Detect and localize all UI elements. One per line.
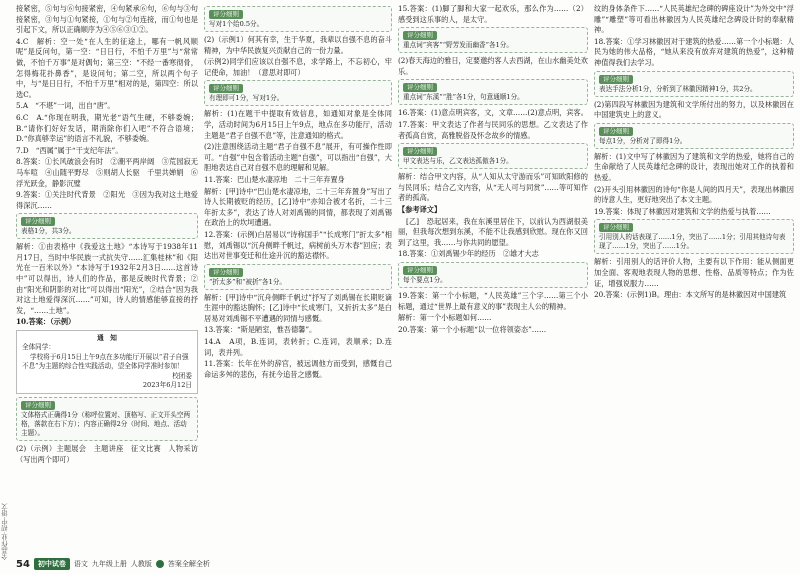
paragraph: 解析：(1)文中写了林徽因为了建筑和文学的热爱，她将自己的生命献给了人民英雄纪念碑的设计，表现出她对工作的执着和热爱。 (594, 151, 794, 182)
paragraph: (2)春天海边的雅日，定要邀约客人去西湖，在山水幽美处欢乐。 (398, 56, 588, 76)
paragraph: 接紧密，⑤句与⑥句接紧密，④句紧承⑥句，⑥句与③句接紧密，③句与①句紧接，①句与②句连接，而①句也是引起下文，所以正确顺序为④⑤⑥③①②。 (16, 4, 198, 35)
paragraph: 8.答案：①长风破浪会有时 ②潮平两岸阔 ③荒园寂无马车喧 ④山随平野尽 ⑤则胡人长驱 千里共婵娟 ⑥浮光跃金，静影沉璧 (16, 157, 198, 188)
notice-greeting: 全体同学： (22, 343, 55, 352)
scoring-box (398, 143, 588, 169)
paragraph: (2)开头引用林徽因的诗句“你是人间的四月天”，表现出林徽因的诗意人生，更好地突出了本文主题。 (594, 184, 794, 205)
scoring-box (398, 27, 588, 53)
paragraph: 20.答案：(示例1)B。理由：本文所写的是林徽因对中国建筑 (594, 290, 787, 300)
paragraph: (2)（示例1）何其有幸，生于华夏，我辈以自强不息的奋斗精神，为中华民族复兴贡献自己的一份力量。 (204, 35, 392, 55)
footer-grade: 九年级上册 (91, 560, 127, 568)
paragraph: 11.答案：长年在外的辞官，被远调他方而受到，感慨自己命运多舛的悲伤，有抚今追昔之感慨。 (204, 359, 392, 379)
paragraph: 解析：(1)在题干中提取有效信息，如通知对象是全体同学，活动时间为6月15日上午9点，地点在多功能厅，活动主题是“君子自强不息”等，注意通知的格式。 (204, 109, 392, 140)
column-2 (204, 4, 392, 560)
brand-logo: 初中试卷 (34, 558, 70, 570)
scoring-box (594, 71, 794, 97)
paragraph: (示例2)同学们应该以自强不息，求学路上，不忘初心，牢记使命，加油！（意思对即可） (204, 57, 392, 77)
scoring-box (594, 219, 794, 254)
paragraph: 7.D “西属”属于“干支纪年法”。 (16, 145, 123, 155)
scoring-box (594, 123, 794, 149)
scoring-box (398, 79, 588, 105)
paragraph: 15.答案：(1)脚了脚和大家一起欢乐，那么作为……（2）感受到这乐事的人，是太守。 (398, 4, 588, 24)
paragraph: 19.答案：体现了林徽因对建筑和文学的热爱与执着…… (594, 206, 771, 216)
page-footer (16, 556, 316, 572)
footer-edition: 人教版 (130, 560, 152, 568)
paragraph: 12.答案：(示例)白居易以“诗称国手”“长成寒门”折太多”相慰，刘禹锡以“沉舟侧畔千帆过，病树前头万木春”回应；表达出对世事变迁和仕途升沉的豁达襟怀。 (204, 229, 392, 261)
paragraph: 解析：[甲]诗中“巴山楚水凄凉地，二十三年弃置身”写出了诗人长期被贬的经历，[乙]诗中“亦知合被才名折，二十三年折太多”，表达了诗人对刘禹锡的同情，都表现了刘禹锡在政治上的坎坷遭遇。 (204, 186, 392, 228)
scoring-box (398, 262, 588, 288)
scoring-tag: 评分细则 (403, 147, 437, 156)
side-margin-text: 全品作业·初中·语文 (1, 503, 9, 560)
paragraph: (2)第四段写林徽因为建筑和文学所付出的努力，以及林徽因在中国建筑史上的意义。 (594, 99, 794, 120)
scoring-text: 表达手法分析1分，分析到了林徽因精神1分，共2分。 (599, 84, 757, 93)
paragraph: 17.答案：甲文表达了作者与民同乐的思想。乙文表达了作者孤高自赏，高雅脱俗及怀念故乡的情感。 (398, 119, 588, 140)
paragraph: (2)注意围绕活动主题“君子自强不息”展开，有可操作性即可。“自强”中包含着活动主题“自强”，可以指出“自强”，大胆地表达自己对自强不息的理解和见解。 (204, 142, 392, 173)
paragraph: 14.A A项，B.连词，表转折；C.连词，表顺承；D.连词，表并列。 (204, 337, 392, 357)
reference-heading: 【参考译文】 (398, 204, 442, 214)
scoring-tag: 评分细则 (403, 31, 437, 40)
paragraph: [乙] 恐起居来，我在东溪里居住下，以前认为西湖很美丽，但我每次想到东溪，不能不让我感到欣慰。现在你又回到了这里，我……与你共同的愿望。 (398, 216, 588, 247)
paragraph: 5.A “不堪”一词，出自“唐”。 (16, 101, 115, 111)
paragraph: (2)（示例）主题展会 主题讲座 征文比赛 人物采访（写出两个即可） (16, 444, 198, 465)
scoring-text: 重点词“东溪”“胜”各1分，句意通顺1分。 (403, 93, 524, 102)
paragraph: 16.答案：(1)意点明宾客，文，文章……(2)意点明，宾客。 (398, 108, 588, 118)
scoring-text: 写对1个给0.5分。 (209, 20, 264, 28)
paragraph: 18.答案：①刘禹锡少年的经历 ②雄才大志 (398, 249, 539, 259)
paragraph: 19.答案：第一个小标题，“人民英雄”三个字……第三个小标题，通过“世界上最有意义的事”表现主人公的精神。 (398, 290, 588, 311)
paragraph: 解析：①由表格中《我爱这土地》“本诗写于1938年11月17日，当时中华民族一式抗失守……汇集桂林”和《阳光在一百米以外》“本诗写于1932年2月3日……这首诗中”可以得出，诗人们的作品，都是反映时代背景；②由“阳光和阴影的对比“可以得出“阳光”，②结合“因为我对这土地爱得深沉……”可知，诗人的情感能够直接的抒发，“……土地”。 (16, 242, 198, 315)
scoring-box (16, 213, 198, 239)
column-4 (594, 4, 794, 552)
paragraph: 纹的身体条件下……“人民英雄纪念碑的碑座设计”为外交中“浮雕”“雕塑”等可看出林徽因为人民英雄纪念碑设计时的奉献精神。 (594, 4, 794, 35)
paragraph: 18.答案：①学习林徽因对于建筑的热爱……第一个小标题：人民为她的伟大品格，“她从来没有放弃对建筑的热爱”，这种精神值得我们去学习。 (594, 36, 794, 67)
scoring-box (204, 6, 392, 32)
scoring-tag: 评分细则 (403, 83, 437, 92)
scoring-tag: 评分细则 (599, 127, 633, 136)
scoring-text: 有理即可1分，写对1分。 (209, 94, 284, 103)
notice-date: 2023年6月12日 (142, 381, 192, 390)
paragraph: 6.C A.“你现在明我，期光老“语气生硬，不够委婉；B.“请你们好好发话，期消除你们入吧”不符合语境；D.“你真够幸运”的语言不礼貌，不够委婉。 (16, 112, 198, 144)
scoring-tag: 评分细则 (209, 84, 243, 93)
footer-label: 答案全解全析 (167, 560, 210, 568)
circle-icon (156, 560, 164, 568)
scoring-text: 表格1分，共3分。 (21, 227, 76, 236)
column-1 (16, 4, 198, 548)
notice-sample (16, 330, 198, 394)
scoring-text: 文体格式正确得1分（称呼位置对、顶格写、正文开头空两格，落款在右下方）；内容正确得2分（时间、地点、活动主题）。 (21, 411, 191, 438)
scoring-tag: 评分细则 (209, 268, 243, 277)
footer-subject: 语文 (73, 560, 88, 568)
scoring-text: 每个要点1分。 (403, 275, 447, 284)
scoring-text: 每点1分，分析对了即得1分。 (599, 136, 687, 145)
notice-signer: 校团委 (172, 371, 192, 380)
paragraph: 10.答案：（示例） (16, 317, 76, 327)
scoring-text: 引用别人的话表现了……1分，突出了……1分；引用其他诗句表现了……1分，突出了……1分。 (599, 233, 786, 251)
paragraph: 13.答案：“斯是陋室，惟吾德馨”。 (204, 325, 317, 335)
scoring-tag: 评分细则 (599, 75, 633, 84)
paragraph: 11.答案：巴山楚水凄凉地 二十三年弃置身 (204, 174, 345, 184)
notice-title: 通 知 (97, 334, 117, 343)
paragraph: 解析：第一个小标题如何…… (398, 313, 492, 323)
paragraph: 解析：结合甲文内容，从“人知从太守游而乐”可知欧阳修的与民同乐；结合乙文内容，从“无人可与同赏”……等可知作者的孤高。 (398, 172, 588, 203)
paragraph: 解析：引用别人的话评价人物，主要有以下作用：能从侧面更加全面、客观地表现人物的思想、性格、品质等特点；作为佐证，增强说服力…… (594, 257, 794, 288)
paragraph: 20.答案：第一个小标题“以一位将领姿态”…… (398, 324, 547, 334)
scoring-text: 甲文表达与乐，乙文表达孤傲各1分。 (403, 157, 513, 166)
page-number: 54 (16, 558, 30, 570)
paragraph: 解析：[甲]诗中“沉舟侧畔千帆过”抒写了刘禹锡在长期贬谪生涯中的豁达胸怀；[乙]诗中“长成寒门，又折折太多”是白居易对刘禹锡不平遭遇的同情与感慨。 (204, 292, 392, 323)
scoring-box (16, 397, 198, 441)
scoring-box (204, 80, 392, 106)
paragraph: 4.C 解析：空一处“在人生的征途上，哪有一帆风顺呢”是反问句，第一空：“日日行，不怕千万里”与“常常做，不怕千万事”是对偶句；第三空：“不经一番寒彻骨，怎得梅花扑鼻香”，是设问句；第二空，所以两个句子中，与“是日日行，不怕千万里”相对的是，第四空：所以选C。 (16, 36, 198, 99)
scoring-tag: 评分细则 (209, 10, 243, 19)
scoring-tag: 评分细则 (599, 223, 633, 232)
answer-page (16, 0, 796, 574)
column-3 (398, 4, 588, 560)
scoring-text: 重点词“宾客”“野芳发而幽香”各1分。 (403, 41, 513, 50)
scoring-box (204, 264, 392, 290)
scoring-tag: 评分细则 (21, 217, 55, 226)
paragraph: 9.答案：①关注时代背景 ②阳光 ③因为我对这土地爱得深沉…… (16, 190, 198, 210)
scoring-text: “折太多”和“被折”各1分。 (209, 277, 287, 286)
scoring-tag: 评分细则 (21, 401, 55, 410)
notice-body: 学校将于6月15日上午9点在多功能厅开展以“君子自强不息”为主题的综合性实践活动，望全体同学准时参加！ (22, 352, 189, 371)
scoring-tag: 评分细则 (403, 266, 437, 275)
